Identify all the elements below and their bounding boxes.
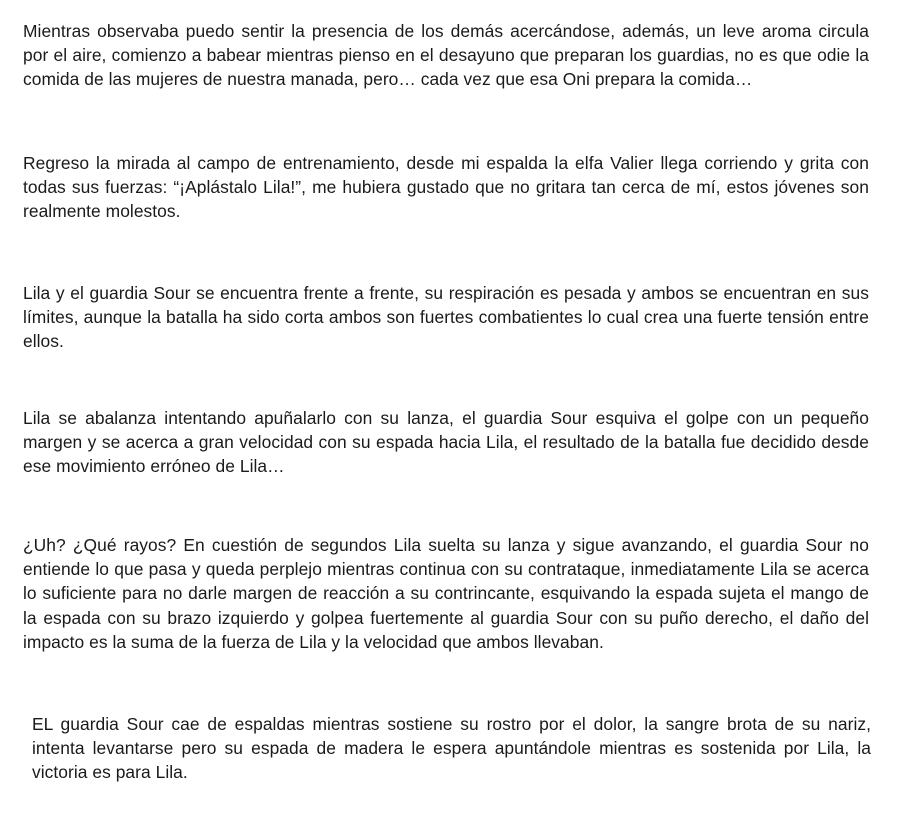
paragraph-1: Mientras observaba puedo sentir la presencia de los demás acercándose, además, un leve aroma circula por el aire, comienzo a babear mientras pienso en el desayuno que preparan los guardias, no es que odie la comida de las mujeres de nuestra manada, pero… cada vez que esa Oni prepara la comida…	[23, 21, 869, 90]
paragraph-4: Lila se abalanza intentando apuñalarlo con su lanza, el guardia Sour esquiva el golpe con un pequeño margen y se acerca a gran velocidad con su espada hacia Lila, el resultado de la batalla fue decidido desde ese movimiento erróneo de Lila…	[23, 408, 869, 477]
paragraph-2: Regreso la mirada al campo de entrenamiento, desde mi espalda la elfa Valier llega corriendo y grita con todas sus fuerzas: “¡Aplástalo Lila!”, me hubiera gustado que no gritara tan cerca de mí, estos jóvenes son realmente molestos.	[23, 153, 869, 222]
paragraph-5: ¿Uh? ¿Qué rayos? En cuestión de segundos Lila suelta su lanza y sigue avanzando, el guardia Sour no entiende lo que pasa y queda perplejo mientras continua con su contrataque, inmediatamente Lila se acerca lo suficiente para no darle margen de reacción a su contrincante, esquivando la espada sujeta el mango de la espada con su brazo izquierdo y golpea fuertemente al guardia Sour con su puño derecho, el daño del impacto es la suma de la fuerza de Lila y la velocidad que ambos llevaban.	[23, 535, 869, 652]
paragraph-6: EL guardia Sour cae de espaldas mientras sostiene su rostro por el dolor, la sangre brota de su nariz, intenta levantarse pero su espada de madera le espera apuntándole mientras es sostenida por Lila, la victoria es para Lila.	[32, 714, 871, 783]
paragraph-3: Lila y el guardia Sour se encuentra frente a frente, su respiración es pesada y ambos se encuentran en sus límites, aunque la batalla ha sido corta ambos son fuertes combatientes lo cual crea una fuerte tensión entre ellos.	[23, 283, 869, 352]
